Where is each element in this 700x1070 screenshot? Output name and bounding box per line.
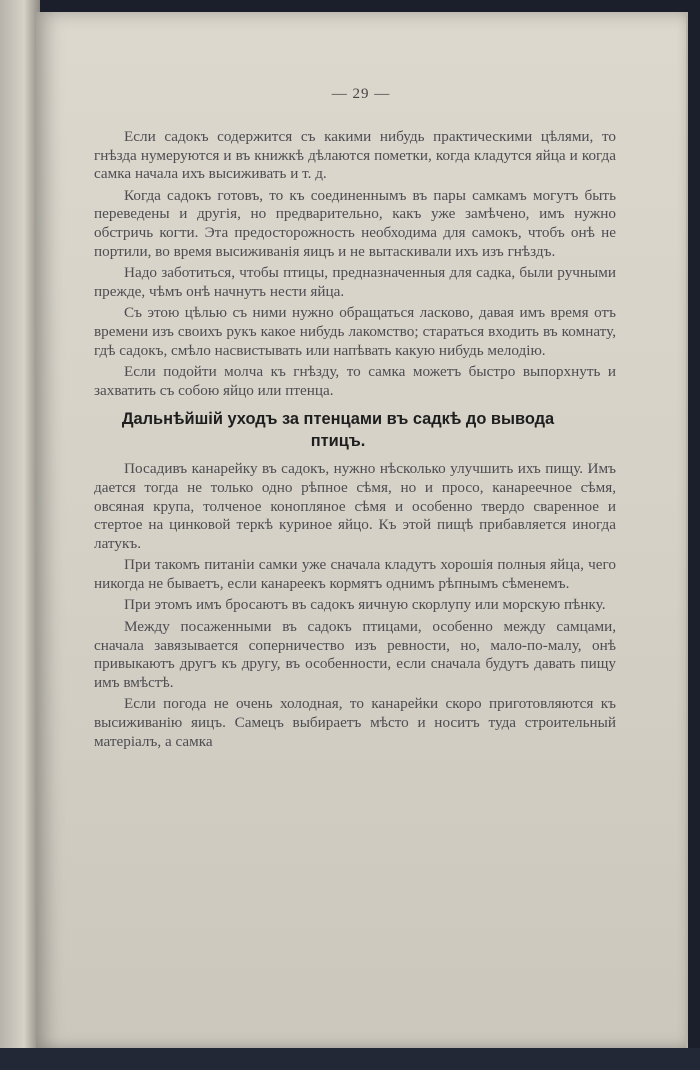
paragraph: Если садокъ содержится съ какими нибудь практическими цѣлями, то гнѣзда нумеруются и въ книжкѣ дѣлаются пометки, когда кладутся яйца и когда самка начала ихъ высиживать и т. д. <box>94 128 616 183</box>
book-page <box>36 12 688 1052</box>
binding-shadow <box>0 1048 700 1070</box>
paragraph: Если подойти молча къ гнѣзду, то самка можетъ быстро выпорхнуть и захватить съ собою яйцо или птенца. <box>94 363 616 399</box>
section-heading <box>58 408 618 452</box>
paragraph: При такомъ питаніи самки уже сначала кладутъ хорошія полныя яйца, чего никогда не бываетъ, если канареекъ кормятъ однимъ рѣпнымъ сѣменемъ. <box>94 556 616 592</box>
paragraph: Когда садокъ готовъ, то къ соединеннымъ въ пары самкамъ могутъ быть переведены и другія, но предварительно, какъ уже замѣчено, имъ нужно обстричь когти. Эта предосторожность необходима для самокъ, чтобъ онѣ не портили, во время высиживанія яицъ и не вытаскивали ихъ изъ гнѣздъ. <box>94 186 616 260</box>
paragraph: Съ этою цѣлью съ ними нужно обращаться ласково, давая имъ время отъ времени изъ своихъ рукъ какое нибудь лакомство; стараться входить въ комнату, гдѣ садокъ, смѣло насвистывать или напѣвать какую нибудь мелодію. <box>94 304 616 359</box>
paragraph: Надо заботиться, чтобы птицы, предназначенныя для садка, были ручными прежде, чѣмъ онѣ начнутъ нести яйца. <box>94 264 616 300</box>
previous-page-edge <box>0 0 40 1070</box>
paragraph: Если погода не очень холодная, то канарейки скоро приготовляются къ высиживанію яицъ. Самецъ выбираетъ мѣсто и носитъ туда строительный матеріалъ, а самка <box>94 695 616 750</box>
paragraph: Посадивъ канарейку въ садокъ, нужно нѣсколько улучшить ихъ пищу. Имъ дается тогда не только одно рѣпное сѣмя, но и просо, канареечное сѣмя, овсяная крупа, толченое конопляное сѣмя и особенно твердо сваренное и стертое на цинковой теркѣ куриное яйцо. Къ этой пищѣ прибавляется иногда латукъ. <box>94 460 616 552</box>
paragraph: Между посаженными въ садокъ птицами, особенно между самцами, сначала завязывается соперничество изъ ревности, но, мало-по-малу, онѣ привыкаютъ другъ къ другу, въ особенности, если сначала будутъ давать пищу имъ вмѣстѣ. <box>94 618 616 691</box>
paragraph: При этомъ имъ бросаютъ въ садокъ яичную скорлупу или морскую пѣнку. <box>124 596 606 614</box>
page-number: — 29 — <box>331 86 391 102</box>
section-heading-line-2: птицъ. <box>310 432 366 451</box>
page-body <box>94 128 616 754</box>
section-heading-line-1: Дальнѣйшій уходъ за птенцами въ садкѣ до вывода <box>121 410 555 429</box>
